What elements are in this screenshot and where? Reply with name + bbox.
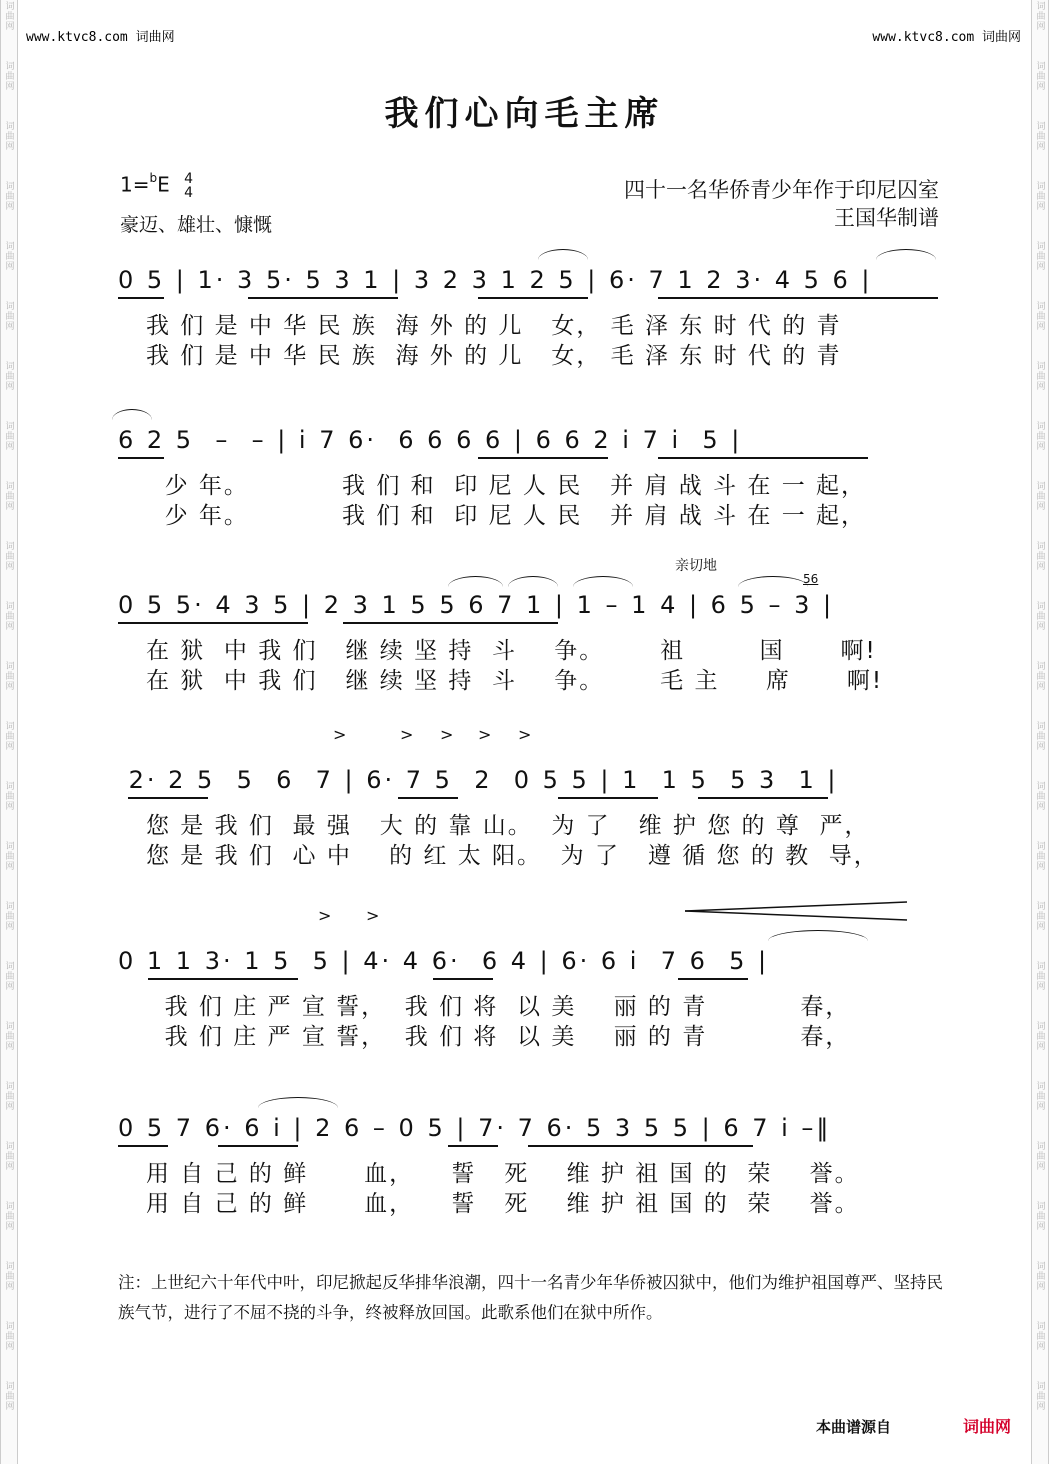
watermark-text: 词 曲 网 (1036, 842, 1046, 872)
slur (538, 249, 588, 260)
beam (478, 457, 608, 459)
beam (343, 622, 558, 624)
watermark-text: 词 曲 网 (1036, 1022, 1046, 1052)
score-line-2 (118, 415, 943, 545)
notation: 0 5 5· 4 3 5 | 2 3 1 5 5 6 7 1 | 1 – 1 4 | 6 5 – 3 | (118, 591, 835, 619)
beam (148, 978, 298, 980)
slur (508, 576, 558, 587)
watermark-text: 词 曲 网 (5, 482, 15, 512)
beam (218, 1145, 298, 1147)
lyrics-verse-2: 在 狱 中 我 们 继 续 坚 持 斗 争。 毛 主 席 啊! (146, 668, 884, 694)
watermark-text: 词 曲 网 (5, 902, 15, 932)
slur (573, 576, 633, 587)
watermark-text: 词 曲 网 (1036, 122, 1046, 152)
lyrics-verse-1: 我 们 庄 严 宣 誓， 我 们 将 以 美 丽 的 青 春， (146, 994, 851, 1020)
time-bottom: 4 (184, 185, 194, 201)
brand-link[interactable]: 词曲网 (963, 1417, 1012, 1436)
watermark-text: 词 曲 网 (5, 242, 15, 272)
watermark-text: 词 曲 网 (1036, 722, 1046, 752)
notation: 2· 2 5 5 6 7 | 6· 7 5 2 0 5 5 | 1 1 5 5 3 1 | (118, 766, 839, 794)
watermark-text: 词 曲 网 (5, 1082, 15, 1112)
slur (112, 409, 152, 420)
watermark-text: 词 曲 网 (5, 182, 15, 212)
left-watermark-strip (0, 0, 18, 1464)
watermark-text: 词 曲 网 (1036, 902, 1046, 932)
accent-mark: > (478, 725, 492, 744)
watermark-text: 词 曲 网 (5, 1262, 15, 1292)
beam (118, 1145, 168, 1147)
slur (768, 930, 868, 941)
beam (398, 797, 458, 799)
beam (698, 797, 828, 799)
slur (258, 1097, 338, 1108)
watermark-text: 词 曲 网 (5, 1202, 15, 1232)
watermark-text: 词 曲 网 (1036, 1262, 1046, 1292)
lyrics-verse-2: 我 们 庄 严 宣 誓， 我 们 将 以 美 丽 的 青 春， (146, 1024, 851, 1050)
time-top: 4 (184, 171, 194, 187)
watermark-text: 词 曲 网 (1036, 62, 1046, 92)
beam (678, 978, 748, 980)
lyrics-verse-1: 我 们 是 中 华 民 族 海 外 的 儿 女， 毛 泽 东 时 代 的 青 (146, 313, 842, 339)
accent-mark: > (318, 906, 332, 925)
key-signature (120, 172, 193, 200)
notation: 6 2 5 – – | i 7 6· 6 6 6 6 | 6 6 2 i 7 i 5 | (118, 426, 743, 454)
watermark-text: 词 曲 网 (1036, 962, 1046, 992)
watermark-text: 词 曲 网 (5, 122, 15, 152)
beam (528, 1145, 753, 1147)
accent-mark: > (400, 725, 414, 744)
watermark-text: 词 曲 网 (5, 662, 15, 692)
mood-marking: 豪迈、雄壮、慷慨 (120, 214, 273, 236)
watermark-text: 词 曲 网 (5, 782, 15, 812)
key-note: E (157, 172, 170, 197)
watermark-text: 词 曲 网 (5, 1142, 15, 1172)
accent-mark: > (518, 725, 532, 744)
key-prefix: 1= (120, 172, 150, 197)
beam (118, 457, 164, 459)
accent-mark: > (440, 725, 454, 744)
beam (248, 297, 398, 299)
score-line-4 (118, 725, 943, 885)
watermark-text: 词 曲 网 (1036, 182, 1046, 212)
watermark-text: 词 曲 网 (5, 602, 15, 632)
score-line-3 (118, 580, 943, 710)
watermark-text: 词 曲 网 (1036, 1382, 1046, 1412)
grace-note: 56 (803, 572, 819, 586)
slur (876, 249, 936, 260)
score-line-5 (118, 906, 943, 1066)
watermark-text: 词 曲 网 (1036, 1322, 1046, 1352)
notation: 0 1 1 3· 1 5 5 | 4· 4 6· 6 4 | 6· 6 i 7 6 5 | (118, 947, 770, 975)
watermark-text: 词 曲 网 (1036, 542, 1046, 572)
site-watermark-left: www.ktvc8.com 词曲网 (26, 30, 175, 45)
beam (433, 978, 493, 980)
watermark-text: 词 曲 网 (5, 842, 15, 872)
watermark-text: 词 曲 网 (1036, 302, 1046, 332)
watermark-text: 词 曲 网 (5, 962, 15, 992)
watermark-text: 词 曲 网 (5, 542, 15, 572)
watermark-text: 词 曲 网 (5, 1382, 15, 1412)
expression-marking: 亲切地 (675, 558, 717, 574)
time-signature (184, 172, 193, 200)
beam (658, 297, 938, 299)
score-line-1 (118, 255, 943, 385)
beam (448, 1145, 498, 1147)
beam (558, 797, 658, 799)
accent-mark: > (333, 725, 347, 744)
watermark-text: 词 曲 网 (1036, 1082, 1046, 1112)
watermark-text: 词 曲 网 (5, 62, 15, 92)
beam (118, 297, 164, 299)
accent-mark: > (366, 906, 380, 925)
watermark-text: 词 曲 网 (1036, 602, 1046, 632)
watermark-text: 词 曲 网 (1036, 362, 1046, 392)
watermark-text: 词 曲 网 (5, 1022, 15, 1052)
notation: 0 5 7 6· 6 i | 2 6 – 0 5 | 7· 7 6· 5 3 5 5 | 6 7 i –‖ (118, 1114, 832, 1142)
watermark-text: 词 曲 网 (1036, 482, 1046, 512)
slur (738, 576, 808, 587)
lyrics-verse-1: 少 年。 我 们 和 印 尼 人 民 并 肩 战 斗 在 一 起， (146, 473, 867, 499)
watermark-text: 词 曲 网 (5, 362, 15, 392)
watermark-text: 词 曲 网 (1036, 2, 1046, 32)
watermark-text: 词 曲 网 (1036, 782, 1046, 812)
beam (658, 457, 868, 459)
lyrics-verse-1: 在 狱 中 我 们 继 续 坚 持 斗 争。 祖 国 啊! (146, 638, 877, 664)
watermark-text: 词 曲 网 (5, 1322, 15, 1352)
lyrics-verse-2: 少 年。 我 们 和 印 尼 人 民 并 肩 战 斗 在 一 起， (146, 503, 867, 529)
slur (448, 576, 503, 587)
watermark-text: 词 曲 网 (1036, 1142, 1046, 1172)
lyrics-verse-1: 用 自 己 的 鲜 血， 誓 死 维 护 祖 国 的 荣 誉。 (146, 1161, 860, 1187)
watermark-text: 词 曲 网 (5, 722, 15, 752)
lyrics-verse-2: 用 自 己 的 鲜 血， 誓 死 维 护 祖 国 的 荣 誉。 (146, 1191, 860, 1217)
watermark-text: 词 曲 网 (1036, 662, 1046, 692)
right-watermark-strip (1031, 0, 1049, 1464)
watermark-text: 词 曲 网 (5, 422, 15, 452)
score-line-6 (118, 1103, 943, 1233)
watermark-text: 词 曲 网 (1036, 242, 1046, 272)
watermark-text: 词 曲 网 (1036, 422, 1046, 452)
beam (128, 797, 208, 799)
arranger-credit: 王国华制谱 (834, 206, 939, 230)
beam (478, 297, 588, 299)
watermark-text: 词 曲 网 (1036, 1202, 1046, 1232)
crescendo-mark (685, 900, 910, 922)
notation: 0 5 | 1· 3 5· 5 3 1 | 3 2 3 1 2 5 | 6· 7 1 2 3· 4 5 6 | (118, 266, 873, 294)
flat-sign: b (149, 170, 158, 185)
watermark-text: 词 曲 网 (5, 302, 15, 332)
lyricist-credit: 四十一名华侨青少年作于印尼囚室 (624, 178, 939, 202)
source-label: 本曲谱源自 (816, 1418, 892, 1436)
watermark-text: 词 曲 网 (5, 2, 15, 32)
historical-note: 注：上世纪六十年代中叶，印尼掀起反华排华浪潮，四十一名青少年华侨被囚狱中，他们为维护祖国尊严、坚持民族气节，进行了不屈不挠的斗争，终被释放回国。此歌系他们在狱中所作。 (118, 1273, 943, 1322)
site-watermark-right: www.ktvc8.com 词曲网 (872, 30, 1021, 45)
lyrics-verse-2: 您 是 我 们 心 中 的 红 太 阳。 为 了 遵 循 您 的 教 导， (146, 843, 879, 869)
beam (118, 622, 308, 624)
lyrics-verse-2: 我 们 是 中 华 民 族 海 外 的 儿 女， 毛 泽 东 时 代 的 青 (146, 343, 842, 369)
lyrics-verse-1: 您 是 我 们 最 强 大 的 靠 山。 为 了 维 护 您 的 尊 严， (146, 813, 870, 839)
song-title: 我们心向毛主席 (384, 94, 665, 134)
